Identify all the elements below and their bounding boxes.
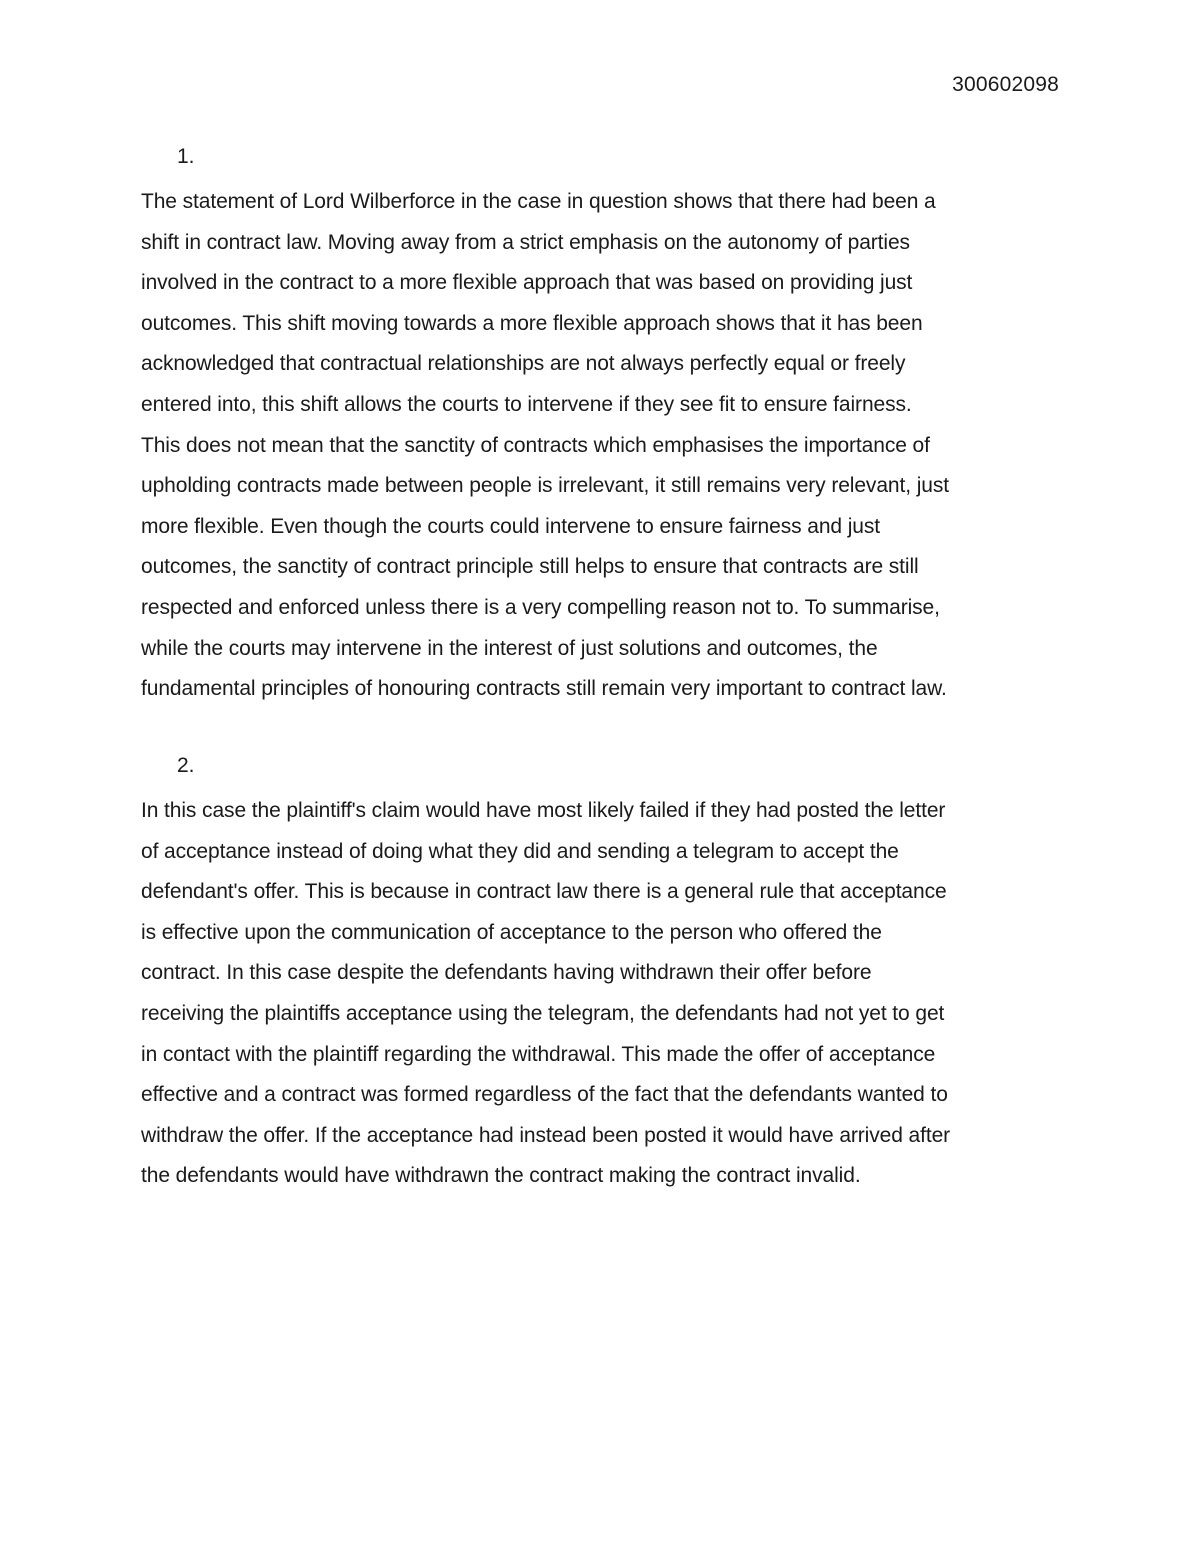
question-2-section — [141, 752, 1065, 1197]
answer-paragraph: The statement of Lord Wilberforce in the case in question shows that there had been a shift in contract law. Moving away from a strict emphasis on the autonomy of parties involved in the contract to a more flexible approach that was based on providing just outcomes. This shift moving towards a more flexible approach shows that it has been acknowledged that contractual relationships are not always perfectly equal or freely entered into, this shift allows the courts to intervene if they see fit to ensure fairness. This does not mean that the sanctity of contracts which emphasises the importance of upholding contracts made between people is irrelevant, it still remains very relevant, just more flexible. Even though the courts could intervene to ensure fairness and just outcomes, the sanctity of contract principle still helps to ensure that contracts are still respected and enforced unless there is a very compelling reason not to. To summarise, while the courts may intervene in the interest of just solutions and outcomes, the fundamental principles of honouring contracts still remain very important to contract law. — [141, 190, 949, 701]
question-1-section — [141, 143, 1065, 710]
question-number: 1. — [177, 145, 195, 168]
question-number: 2. — [177, 754, 195, 777]
answer-paragraph: In this case the plaintiff's claim would have most likely failed if they had posted the letter of acceptance instead of doing what they did and sending a telegram to accept the defendant's offer. This is because in contract law there is a general rule that acceptance is effective upon the communication of acceptance to the person who offered the contract. In this case despite the defendants having withdrawn their offer before receiving the plaintiffs acceptance using the telegram, the defendants had not yet to get in contact with the plaintiff regarding the withdrawal. This made the offer of acceptance effective and a contract was formed regardless of the fact that the defendants wanted to withdraw the offer. If the acceptance had instead been posted it would have arrived after the defendants would have withdrawn the contract making the contract invalid. — [141, 799, 951, 1188]
student-id: 300602098 — [952, 73, 1059, 96]
